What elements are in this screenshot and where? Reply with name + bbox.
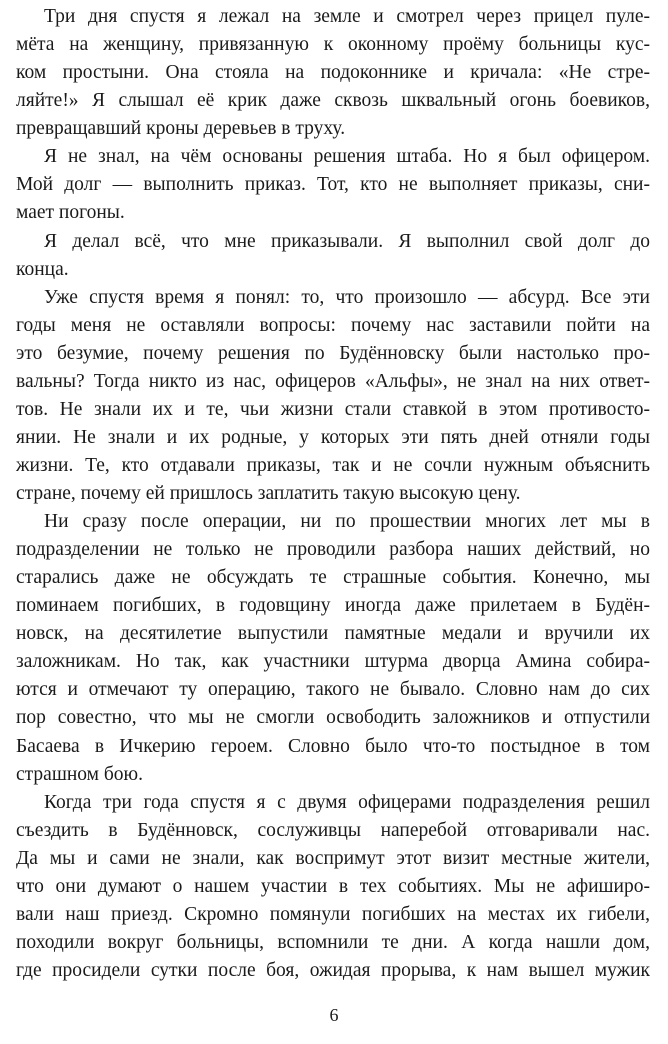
text-line: где просидели сутки после боя, ожидая прорыва, к нам вышел мужик <box>16 959 650 981</box>
text-line: страшном бою. <box>16 763 143 785</box>
text-line: Да мы и сами не знали, как воспримут этот визит местные жители, <box>16 847 650 869</box>
text-line: Я не знал, на чём основаны решения штаба. Но я был офицером. <box>44 146 650 168</box>
text-line: съездить в Будённовск, сослуживцы наперебой отговаривали нас. <box>16 819 650 841</box>
text-line: Уже спустя время я понял: то, что произошло — абсурд. Все эти <box>44 286 650 308</box>
page-number: 6 <box>329 1005 339 1025</box>
text-line: это безумие, почему решения по Будённовску были настолько про- <box>16 342 650 364</box>
text-line: тов. Не знали их и те, чьи жизни стали ставкой в этом противосто- <box>16 398 650 420</box>
text-line: походили вокруг больницы, вспомнили те дни. А когда нашли дом, <box>16 931 650 953</box>
text-line: Когда три года спустя я с двумя офицерами подразделения решил <box>44 791 650 813</box>
text-line: конца. <box>16 258 69 280</box>
text-line: Ни сразу после операции, ни по прошествии многих лет мы в <box>44 511 650 532</box>
text-line: Я делал всё, что мне приказывали. Я выполнил свой долг до <box>44 230 650 252</box>
text-line: пор совестно, что мы не смогли освободить заложников и отпустили <box>16 707 650 729</box>
text-line: заложникам. Но так, как участники штурма дворца Амина собира- <box>16 651 650 673</box>
text-line: новск, на десятилетие выпустили памятные медали и вручили их <box>16 623 650 645</box>
text-line: янии. Не знали и их родные, у которых эти пять дней отняли годы <box>16 426 650 448</box>
text-line: поминаем погибших, в годовщину иногда даже прилетаем в Будён- <box>16 595 650 617</box>
text-line: превращавший кроны деревьев в труху. <box>16 118 346 140</box>
text-line: стране, почему ей пришлось заплатить такую высокую цену. <box>16 483 521 504</box>
text-line: вальны? Тогда никто из нас, офицеров «Альфы», не знал на них ответ- <box>16 370 650 392</box>
text-line: вали наш приезд. Скромно помянули погибших на местах их гибели, <box>16 903 650 925</box>
text-line: Басаева в Ичкерию героем. Словно было что-то постыдное в том <box>16 735 650 757</box>
text-line: ются и отмечают ту операцию, такого не бывало. Словно нам до сих <box>16 679 650 701</box>
text-line: мёта на женщину, привязанную к оконному проёму больницы кус- <box>16 34 650 56</box>
text-line: жизни. Те, кто отдавали приказы, так и не сочли нужным объяснить <box>16 454 650 476</box>
text-line: что они думают о нашем участии в тех событиях. Мы не афиширо- <box>16 875 650 897</box>
text-line: Три дня спустя я лежал на земле и смотрел через прицел пуле- <box>44 6 650 27</box>
text-line: мает погоны. <box>16 202 125 224</box>
text-line: ляйте!» Я слышал её крик даже сквозь шквальный огонь боевиков, <box>16 90 650 112</box>
text-line: годы меня не оставляли вопросы: почему нас заставили пойти на <box>16 314 650 336</box>
text-line: старались даже не обсуждать те страшные события. Конечно, мы <box>16 567 650 589</box>
text-line: подразделении не только не проводили разбора наших действий, но <box>16 539 650 561</box>
text-line: Мой долг — выполнить приказ. Тот, кто не выполняет приказы, сни- <box>16 174 650 196</box>
text-line: ком простыни. Она стояла на подоконнике и кричала: «Не стре- <box>16 62 650 84</box>
